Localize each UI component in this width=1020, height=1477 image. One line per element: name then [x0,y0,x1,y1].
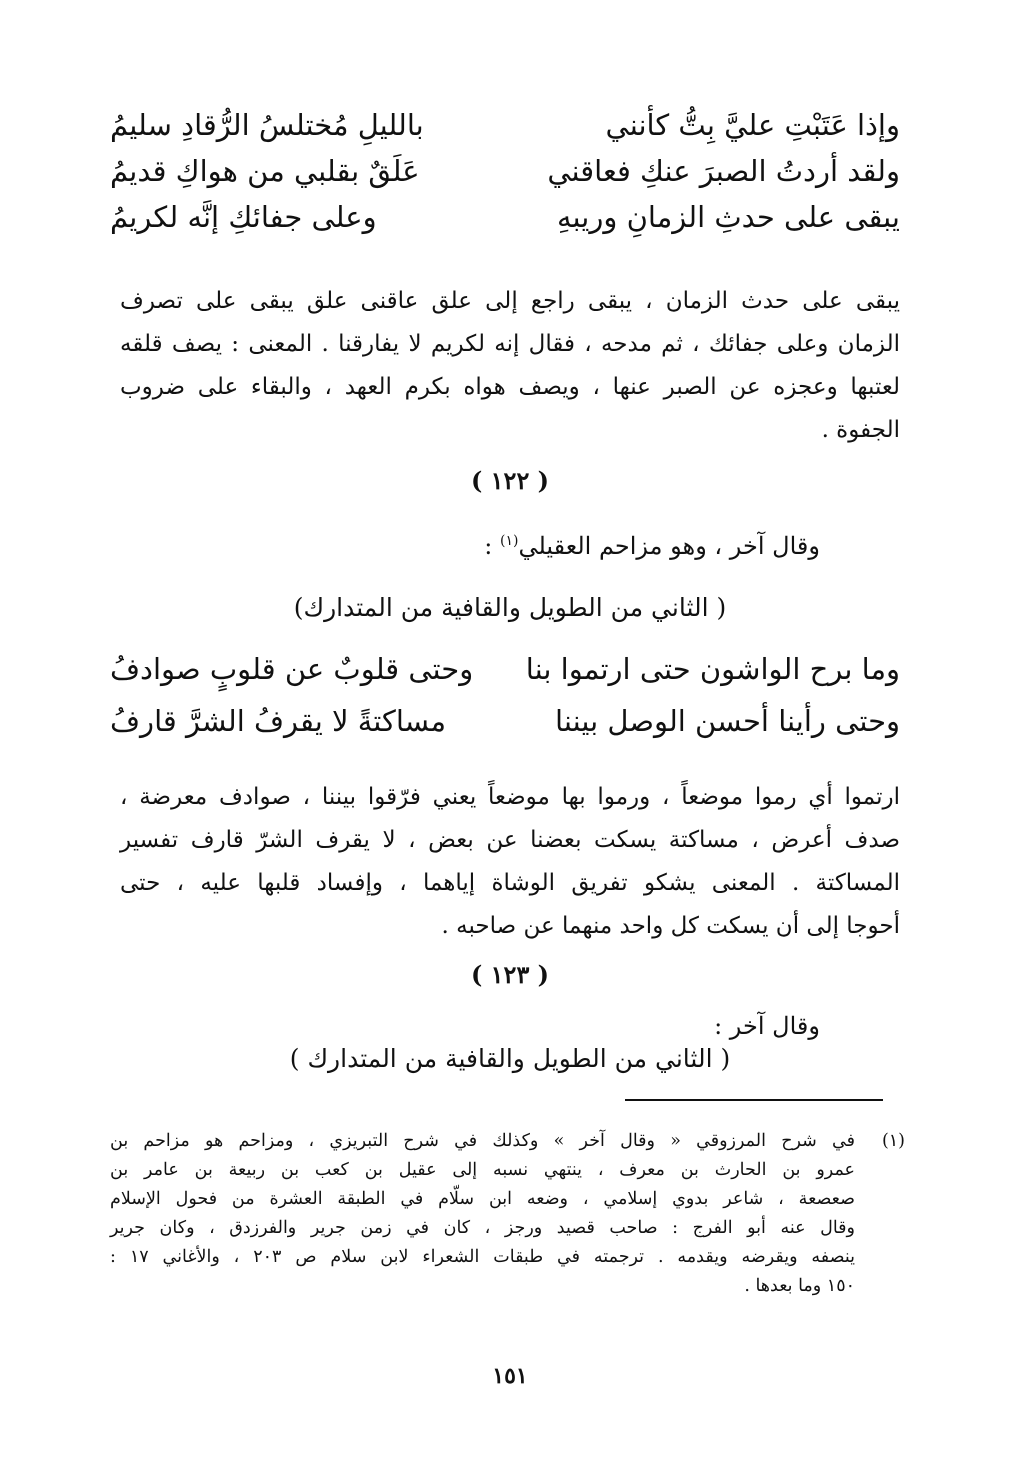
verse-line [110,652,900,704]
verse-second-hemistich: عَلَقٌ بقلبي من هواكِ قديمُ [110,154,420,188]
verse-first-hemistich: وما برح الواشون حتى ارتموا بنا [525,652,900,686]
poem-122-meter: ( الثاني من الطويل والقافية من المتدارك) [293,593,727,622]
poem-122-intro-colon: : [484,532,500,560]
footnote-line: عمرو بن الحارث بن معرف ، ينتهي نسبه إلى عقيل بن كعب بن ربيعة بن عامر بن [110,1160,855,1180]
verse-second-hemistich: وعلى جفائكِ إنَّه لكريمُ [110,200,377,234]
verse-first-hemistich: وإذا عَتَبْتِ عليَّ بِتُّ كأنني [605,108,900,142]
poem-122-intro-text: وقال آخر ، وهو مزاحم العقيلي [518,532,820,560]
verse-first-hemistich: يبقى على حدثِ الزمانِ وريبهِ [556,200,900,234]
poem-number-122: ( ١٢٢ ) [470,466,550,495]
verse-first-hemistich: ولقد أردتُ الصبرَ عنكِ فعاقني [547,154,900,188]
poem-121-verses [110,108,900,246]
footnote-body [110,1127,855,1301]
verse-line [110,108,900,154]
footnote-reference: (١) [499,533,519,549]
commentary-line: الزمان وعلى جفائك ، ثم مدحه ، فقال إنه لكريم لا يفارقنا . المعنى : يصف قلقه [120,331,900,357]
footnote-separator [625,1099,883,1101]
verse-second-hemistich: بالليلِ مُختلسُ الرُّقادِ سليمُ [110,108,424,142]
verse-second-hemistich: مساكتةً لا يقرفُ الشرَّ قارفُ [110,704,447,738]
verse-line [110,200,900,246]
verse-second-hemistich: وحتى قلوبٌ عن قلوبٍ صوادفُ [110,652,474,686]
poem-122-verses [110,652,900,756]
verse-first-hemistich: وحتى رأينا أحسن الوصل بيننا [555,704,900,738]
commentary-line: لعتبها وعجزه عن الصبر عنها ، ويصف هواه بكرم العهد ، والبقاء على ضروب [120,374,900,400]
footnote [110,1127,905,1301]
footnote-line: صعصعة ، شاعر بدوي إسلامي ، وضعه ابن سلّام في الطبقة العشرة من فحول الإسلام [110,1189,855,1209]
verse-line [110,154,900,200]
commentary-line: ارتموا أي رموا موضعاً ، ورموا بها موضعاً يعني فرّقوا بيننا ، صوادف معرضة ، [120,784,900,810]
commentary-line: يبقى على حدث الزمان ، يبقى راجع إلى علق عاقنى علق يبقى على تصرف [120,288,900,314]
commentary-line: الجفوة . [821,417,900,443]
commentary-line: أحوجا إلى أن يسكت كل واحد منهما عن صاحبه . [441,913,900,939]
poem-123-intro: وقال آخر : [714,1012,820,1040]
commentary-line: المساكتة . المعنى يشكو تفريق الوشاة إياهما ، وإفساد قلبها عليه ، حتى [120,870,900,896]
poem-123-meter: ( الثاني من الطويل والقافية من المتدارك ) [289,1044,731,1073]
page-number: ١٥١ [492,1363,528,1389]
poem-122-intro [484,532,820,560]
footnote-line: وقال عنه أبو الفرج : صاحب قصيد ورجز ، كان في زمن جرير والفرزدق ، وكان جرير [110,1218,855,1238]
footnote-marker: (١) [881,1131,905,1151]
footnote-line: ينصفه ويقرضه ويقدمه . ترجمته في طبقات الشعراء لابن سلام ص ٢٠٣ ، والأغاني ١٧ : [110,1247,855,1267]
commentary-122 [120,776,900,948]
commentary-line: صدف أعرض ، مساكتة يسكت بعضنا عن بعض ، لا يقرف الشرّ قارف تفسير [120,827,900,853]
poem-number-123: ( ١٢٣ ) [470,960,550,989]
commentary-121 [120,280,900,452]
footnote-line: في شرح المرزوقي « وقال آخر » وكذلك في شرح التبريزي ، ومزاحم هو مزاحم بن [110,1131,855,1151]
footnote-line: ١٥٠ وما بعدها . [744,1276,855,1296]
verse-line [110,704,900,756]
